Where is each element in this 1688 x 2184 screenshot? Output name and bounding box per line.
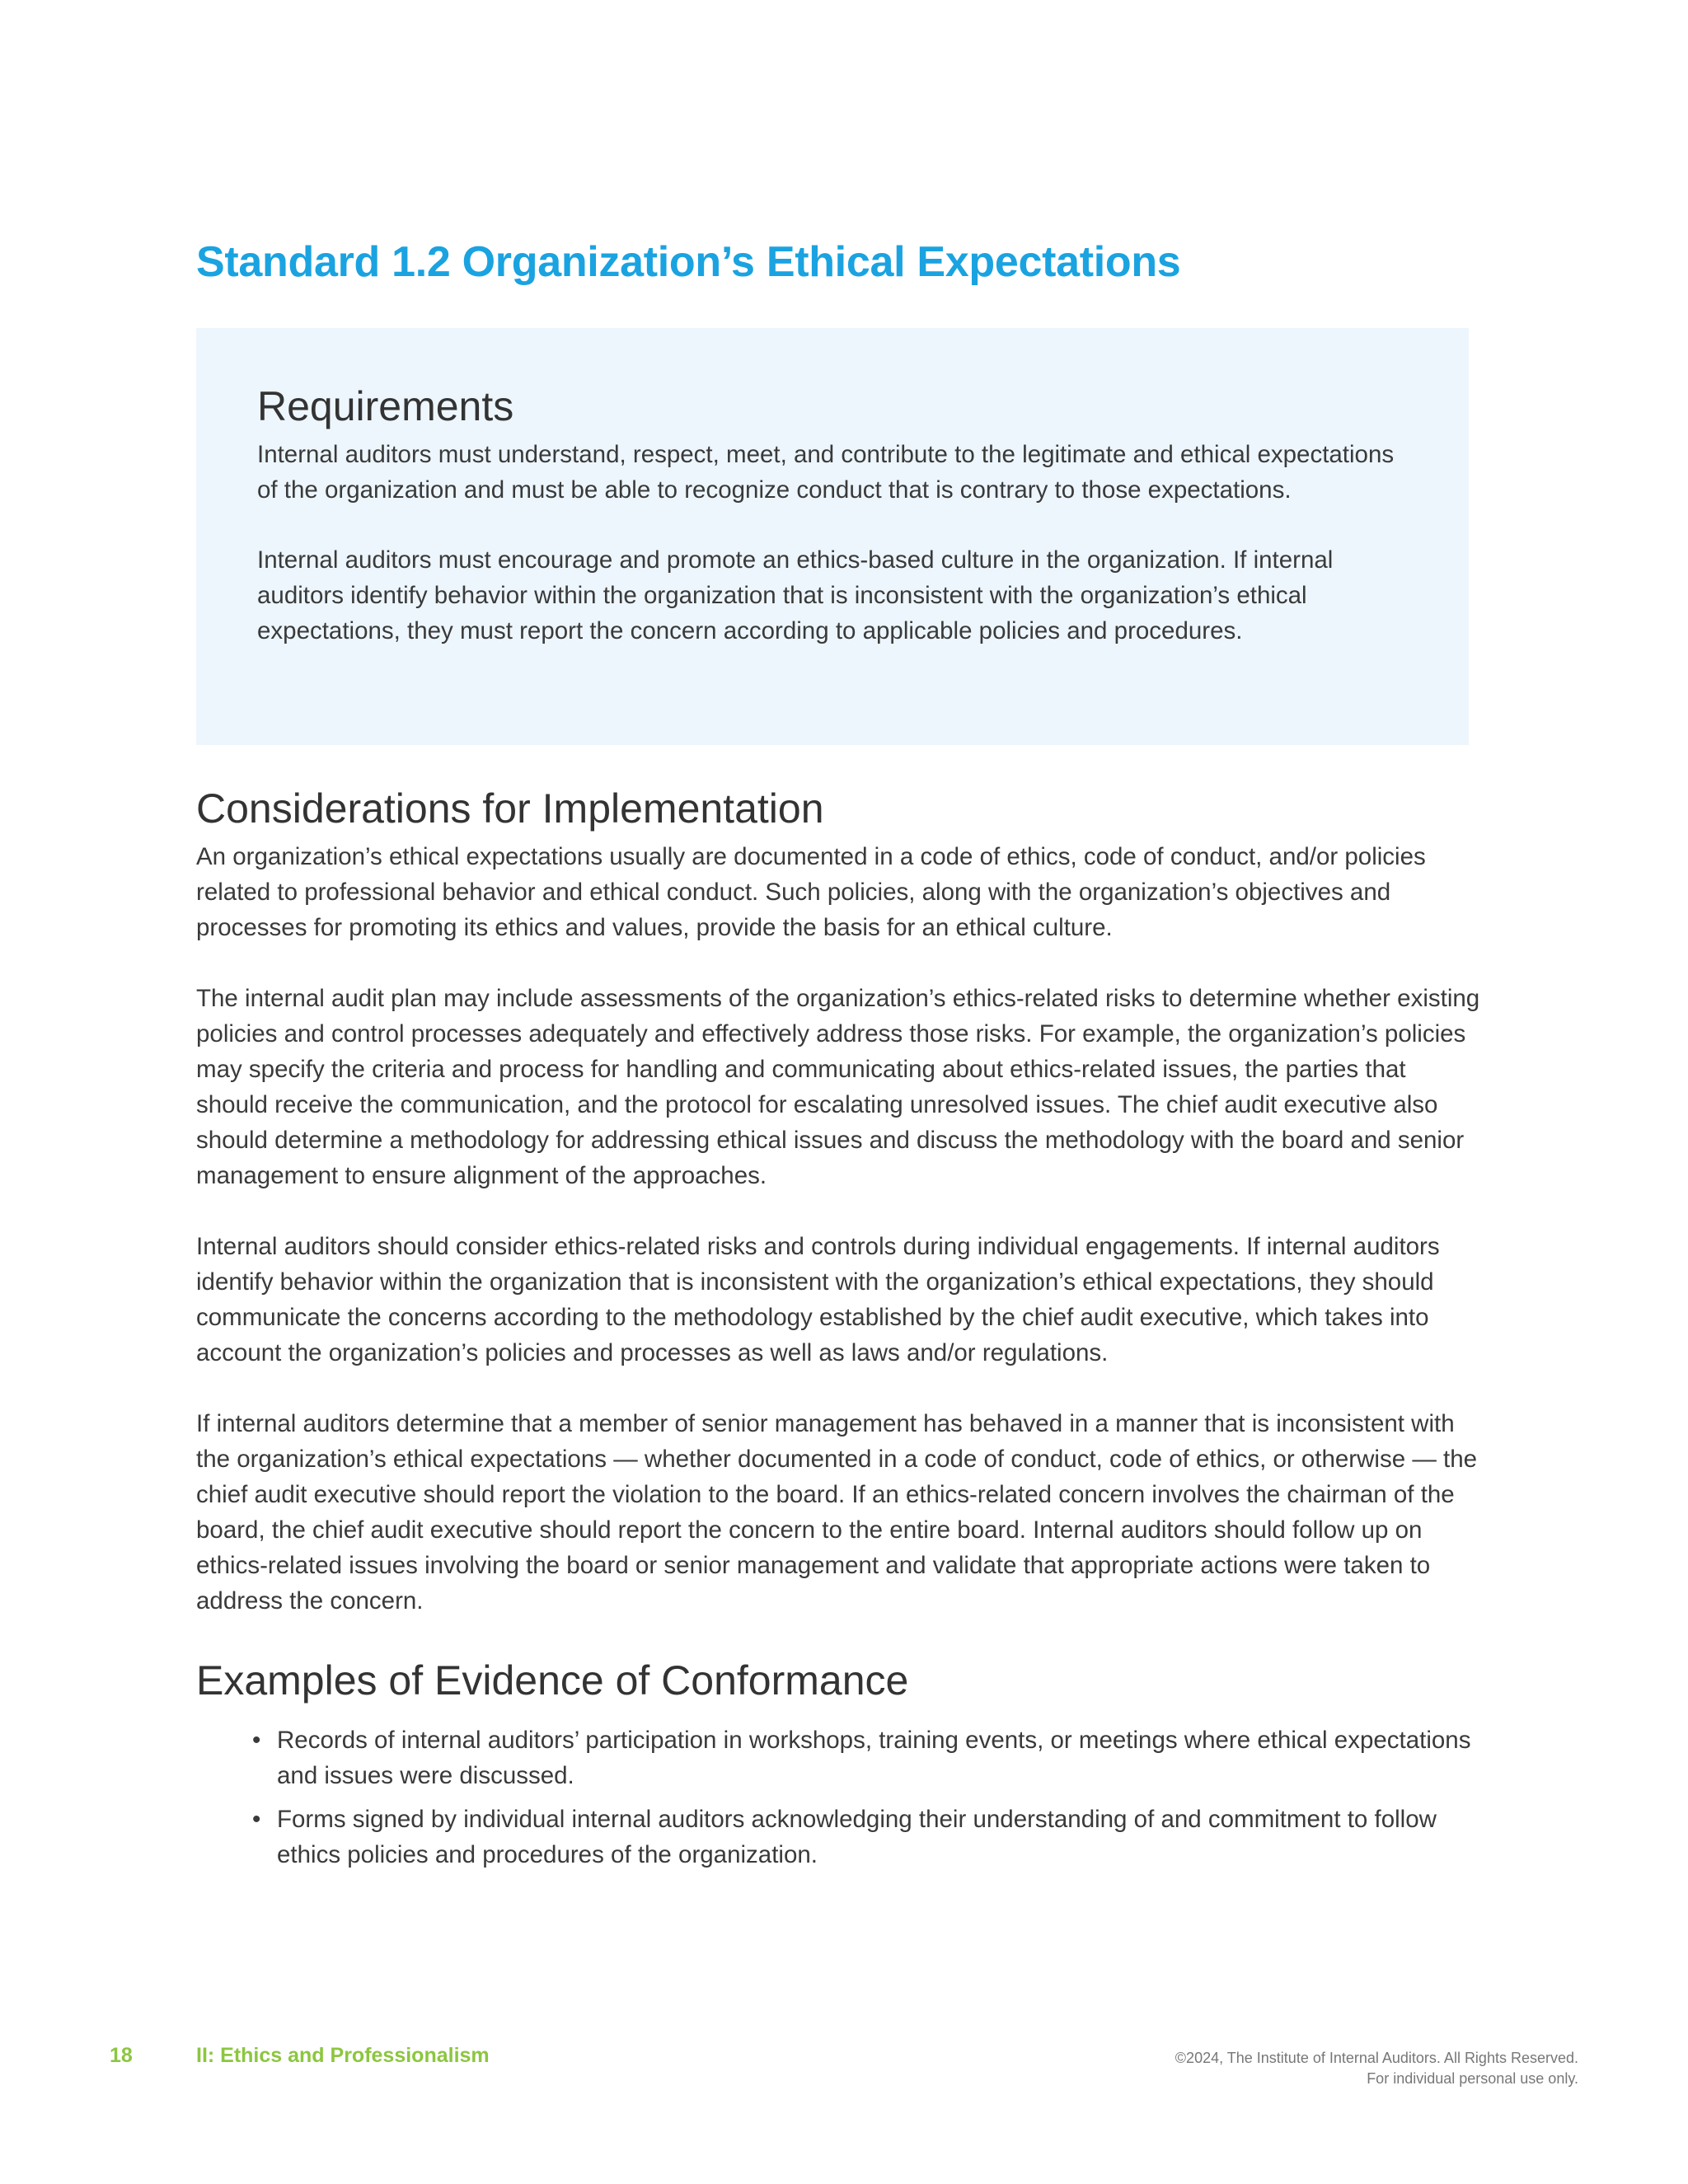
copyright-line: ©2024, The Institute of Internal Auditors. All Rights Reserved. — [1175, 2050, 1578, 2066]
considerations-section — [196, 785, 1482, 1654]
considerations-paragraph: If internal auditors determine that a member of senior management has behaved in a manner that is inconsistent with the organization’s ethical expectations — whether documented in a code of conduct, code of ethics, or otherwise — the chief audit executive should report the violation to the board. If an ethics-related concern involves the chairman of the board, the chief audit executive should report the concern to the entire board. Internal auditors should follow up on ethics-related issues involving the board or senior management and validate that appropriate actions were taken to address the concern. — [196, 1410, 1478, 1615]
requirements-box — [196, 328, 1469, 745]
bullet-icon: • — [252, 1806, 261, 1833]
requirements-paragraph: Internal auditors must encourage and promote an ethics-based culture in the organization. If internal auditors identify behavior within the organization that is inconsistent with the organization’s ethical expectations, they must report the concern according to applicable policies and procedures. — [257, 546, 1334, 644]
page-title: Standard 1.2 Organization’s Ethical Expectations — [196, 238, 1181, 286]
requirements-heading: Requirements — [257, 383, 514, 429]
footer-page-number: 18 — [110, 2044, 133, 2067]
evidence-list-item — [252, 1802, 1482, 1872]
usage-note: For individual personal use only. — [1367, 2070, 1578, 2087]
requirements-paragraph: Internal auditors must understand, respect, meet, and contribute to the legitimate and ethical expectations of the organization and must be able to recognize conduct that is contrary to those expectations. — [257, 441, 1395, 504]
evidence-item-text: Records of internal auditors’ participation in workshops, training events, or meetings where ethical expectations and issues were discussed. — [277, 1727, 1471, 1789]
bullet-icon: • — [252, 1727, 261, 1754]
considerations-paragraph: An organization’s ethical expectations usually are documented in a code of ethics, code of conduct, and/or policies related to professional behavior and ethical conduct. Such policies, along with the organization’s objectives and processes for promoting its ethics and values, provide the basis for an ethical culture. — [196, 843, 1426, 941]
evidence-heading: Examples of Evidence of Conformance — [196, 1657, 909, 1704]
footer-copyright — [1175, 2048, 1578, 2089]
evidence-section — [196, 1657, 1482, 1881]
footer-section-title: II: Ethics and Professionalism — [196, 2044, 490, 2067]
considerations-heading: Considerations for Implementation — [196, 785, 824, 832]
evidence-list-item — [252, 1722, 1482, 1793]
considerations-paragraph: The internal audit plan may include assessments of the organization’s ethics-related risks to determine whether existing policies and control processes adequately and effectively address those risks. For example, the organization’s policies may specify the criteria and process for handling and communicating about ethics-related issues, the parties that should receive the communication, and the protocol for escalating unresolved issues. The chief audit executive also should determine a methodology for addressing ethical issues and discuss the methodology with the board and senior management to ensure alignment of the approaches. — [196, 985, 1480, 1189]
evidence-item-text: Forms signed by individual internal auditors acknowledging their understanding of and commitment to follow ethics policies and procedures of the organization. — [277, 1806, 1437, 1868]
considerations-paragraph: Internal auditors should consider ethics-related risks and controls during individual engagements. If internal auditors identify behavior within the organization that is inconsistent with the organization’s ethical expectations, they should communicate the concerns according to the methodology established by the chief audit executive, which takes into account the organization’s policies and processes as well as laws and/or regulations. — [196, 1233, 1440, 1366]
evidence-list — [196, 1722, 1482, 1872]
